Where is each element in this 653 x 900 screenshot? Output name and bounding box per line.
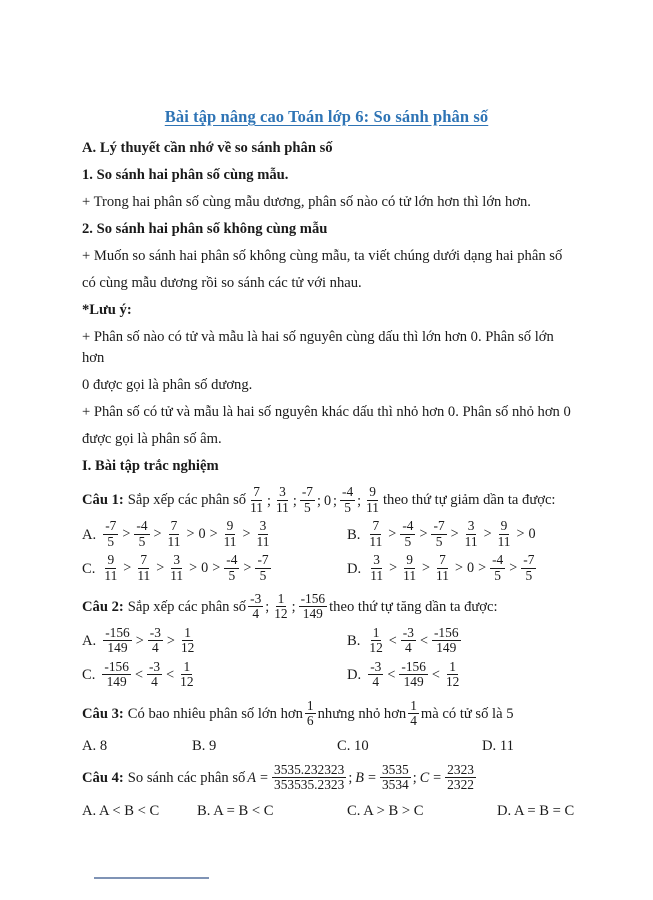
fraction <box>401 553 418 583</box>
question-1-label: Câu 1: <box>82 492 124 509</box>
fraction-numerator: 1 <box>183 658 191 674</box>
fraction-denominator: 11 <box>167 533 181 549</box>
fraction-denominator: 4 <box>405 640 412 656</box>
fraction-denominator: 6 <box>306 713 314 729</box>
fraction-numerator: -156 <box>104 658 129 674</box>
question-2-option-a[interactable] <box>82 624 347 657</box>
theory-line-5: có cùng mẫu dương rồi so sánh các tử với nhau. <box>82 274 362 291</box>
question-2-option-b[interactable] <box>347 624 575 657</box>
fraction <box>255 553 270 583</box>
math-operator: > <box>242 526 251 543</box>
math-operator: > <box>243 560 252 577</box>
fraction-denominator: 4 <box>372 674 380 690</box>
fraction-numerator: 9 <box>226 518 234 534</box>
theory-line-9: được gọi là phân số âm. <box>82 430 222 447</box>
question-3-fraction-2 <box>406 697 421 730</box>
math-separator: ; <box>291 599 296 616</box>
footer-divider <box>94 877 209 879</box>
fraction <box>300 485 315 515</box>
fraction-denominator: 4 <box>151 674 158 690</box>
question-4-prompt-text: So sánh các phân số <box>127 769 246 786</box>
math-operator: > <box>122 526 131 543</box>
question-4-label: Câu 4: <box>82 769 124 786</box>
fraction-denominator: 5 <box>304 499 311 515</box>
question-4 <box>82 761 575 820</box>
document-body <box>0 138 653 820</box>
theory-line-2: + Trong hai phân số cùng mẫu dương, phân số nào có tử lớn hơn thì lớn hơn. <box>82 193 531 210</box>
question-4-expressions <box>245 761 478 794</box>
option-expression <box>366 658 463 691</box>
fraction <box>272 763 346 793</box>
math-operator: > <box>389 560 398 577</box>
fraction <box>364 485 381 515</box>
math-operator: > <box>156 560 165 577</box>
fraction-numerator: -7 <box>433 518 445 534</box>
math-number: 0 <box>323 492 332 509</box>
fraction <box>444 660 461 690</box>
math-operator: > <box>135 633 144 650</box>
math-operator: < <box>388 633 397 650</box>
option-key: A. <box>82 633 97 650</box>
math-operator: > <box>123 560 132 577</box>
fraction-denominator: 5 <box>344 499 351 515</box>
math-separator: ; <box>412 770 417 787</box>
fraction <box>168 553 185 583</box>
question-3-option-a[interactable]: A. 8 <box>82 737 108 754</box>
fraction-denominator: 11 <box>370 567 384 583</box>
fraction-numerator: -4 <box>226 552 238 568</box>
fraction-denominator: 12 <box>274 606 288 622</box>
option-key: C. <box>82 560 96 577</box>
math-operator: = <box>433 770 442 787</box>
fraction-denominator: 149 <box>436 640 457 656</box>
fraction-denominator: 4 <box>252 606 260 622</box>
question-1-option-c[interactable] <box>82 554 347 584</box>
question-2-options-row-1 <box>82 624 575 657</box>
math-operator: = <box>259 770 268 787</box>
option-expression <box>101 624 198 657</box>
question-1-options-row-2 <box>82 554 575 584</box>
fraction-numerator: -7 <box>257 552 269 568</box>
fraction-numerator: 9 <box>500 518 508 534</box>
math-operator: > <box>483 526 492 543</box>
fraction <box>102 553 119 583</box>
fraction-denominator: 4 <box>151 640 159 656</box>
question-2 <box>82 593 575 691</box>
fraction <box>400 519 415 549</box>
question-3 <box>82 697 575 755</box>
fraction <box>305 699 316 729</box>
fraction <box>432 626 461 656</box>
fraction <box>255 519 272 549</box>
theory-line-4: + Muốn so sánh hai phân số không cùng mẫu, ta viết chúng dưới dạng hai phân số <box>82 247 563 264</box>
fraction-denominator: 149 <box>302 606 323 622</box>
fraction-denominator: 5 <box>107 533 115 549</box>
fraction-denominator: 5 <box>494 567 501 583</box>
fraction <box>134 519 149 549</box>
math-variable: C <box>419 770 430 787</box>
fraction-numerator: -4 <box>341 484 354 500</box>
fraction <box>224 553 239 583</box>
question-1-fraction-list <box>246 486 383 516</box>
fraction-denominator: 12 <box>445 674 460 690</box>
fraction-denominator: 5 <box>259 567 267 583</box>
math-operator: > <box>186 526 195 543</box>
fraction <box>178 660 195 690</box>
fraction <box>368 553 385 583</box>
question-2-prompt-after: theo thứ tự tăng dần ta được: <box>329 599 498 616</box>
theory-heading: A. Lý thuyết cần nhớ về so sánh phân số <box>82 140 333 156</box>
math-operator: < <box>431 667 440 684</box>
question-4-options <box>82 803 575 820</box>
fraction-numerator: 7 <box>372 518 380 534</box>
fraction-denominator: 11 <box>223 533 237 549</box>
theory-line-8: + Phân số có tử và mẫu là hai số nguyên khác dấu thì nhỏ hơn 0. Phân số nhỏ hơn 0 <box>82 403 571 420</box>
math-separator: ; <box>292 492 297 509</box>
fraction <box>496 519 513 549</box>
math-operator: = <box>367 770 376 787</box>
question-2-options-row-2 <box>82 658 575 691</box>
math-operator: > <box>419 526 428 543</box>
question-3-options <box>82 738 575 755</box>
question-3-option-d[interactable]: D. 11 <box>482 737 514 754</box>
fraction <box>248 485 265 515</box>
fraction-numerator: -4 <box>492 552 504 568</box>
fraction <box>222 519 239 549</box>
question-1-options-row-1 <box>82 520 575 550</box>
question-4-option-a[interactable]: A. A < B < C <box>82 802 160 819</box>
math-operator: > <box>153 526 162 543</box>
question-3-fraction-1 <box>303 697 318 730</box>
fraction-denominator: 11 <box>137 567 151 583</box>
math-operator: < <box>419 633 428 650</box>
fraction-numerator: -3 <box>149 624 161 640</box>
fraction-numerator: -3 <box>148 658 161 674</box>
fraction <box>367 519 384 549</box>
theory-line-7: 0 được gọi là phân số dương. <box>82 376 253 393</box>
fraction-numerator: 7 <box>253 484 260 500</box>
math-operator: > <box>388 526 397 543</box>
option-expression <box>366 554 538 584</box>
question-2-option-d[interactable] <box>347 658 575 691</box>
fraction <box>166 519 183 549</box>
fraction-denominator: 5 <box>138 533 146 549</box>
math-separator: ; <box>348 770 353 787</box>
fraction <box>431 519 446 549</box>
fraction-denominator: 11 <box>275 499 289 515</box>
fraction <box>521 553 536 583</box>
fraction-numerator: 3 <box>259 518 267 534</box>
math-operator: < <box>166 667 175 684</box>
theory-note-heading: *Lưu ý: <box>82 301 132 318</box>
fraction-numerator: 1 <box>410 697 417 713</box>
question-3-prompt-part2: nhưng nhỏ hơn <box>317 705 407 722</box>
question-1 <box>82 486 575 584</box>
fraction <box>179 626 196 656</box>
math-number: 0 <box>198 526 206 543</box>
math-operator: > <box>166 633 175 650</box>
fraction-denominator: 11 <box>436 567 449 583</box>
math-operator: > <box>450 526 459 543</box>
question-3-option-c[interactable]: C. 10 <box>337 737 369 754</box>
fraction-denominator: 12 <box>180 674 194 690</box>
option-expression <box>365 520 537 550</box>
question-1-prompt-before: Sắp xếp các phân số <box>127 492 247 509</box>
fraction <box>135 553 152 583</box>
math-separator: ; <box>265 599 270 616</box>
math-number: 0 <box>466 560 475 577</box>
question-1-option-a[interactable] <box>82 520 347 550</box>
option-key: D. <box>347 560 362 577</box>
fraction-denominator: 11 <box>366 499 379 515</box>
fraction-numerator: -4 <box>136 518 148 534</box>
fraction-denominator: 4 <box>410 713 417 729</box>
fraction <box>368 660 383 690</box>
question-2-fraction-list <box>246 593 329 623</box>
fraction-denominator: 11 <box>256 533 270 549</box>
question-4-prompt <box>82 761 575 794</box>
fraction-numerator: -156 <box>433 624 459 640</box>
fraction-numerator: 3 <box>279 484 286 500</box>
fraction <box>103 626 132 656</box>
fraction-denominator: 12 <box>369 640 383 656</box>
math-operator: < <box>387 667 396 684</box>
math-variable: A <box>247 770 256 787</box>
fraction <box>380 763 411 793</box>
math-separator: ; <box>333 492 337 509</box>
fraction <box>299 592 328 622</box>
question-1-option-b[interactable] <box>347 520 575 550</box>
math-operator: > <box>189 560 198 577</box>
fraction <box>434 553 451 583</box>
fraction-numerator: 3 <box>173 552 181 568</box>
question-4-option-b[interactable]: B. A = B < C <box>197 802 274 819</box>
fraction-numerator: 1 <box>449 658 456 674</box>
option-expression <box>101 520 273 550</box>
option-expression <box>100 554 272 584</box>
theory-line-6: + Phân số nào có tử và mẫu là hai số nguyên cùng dấu thì lớn hơn 0. Phân số lớn hơn <box>82 328 554 366</box>
fraction <box>463 519 480 549</box>
fraction-numerator: 2323 <box>447 761 474 777</box>
question-1-option-d[interactable] <box>347 554 575 584</box>
fraction-numerator: -7 <box>105 518 117 534</box>
fraction-numerator: -156 <box>401 658 426 674</box>
option-key: B. <box>347 526 361 543</box>
fraction <box>274 485 291 515</box>
question-1-prompt-after: theo thứ tự giảm dần ta được: <box>383 492 556 509</box>
fraction-numerator: 1 <box>184 624 191 640</box>
fraction-numerator: 7 <box>439 552 446 568</box>
math-separator: ; <box>267 492 271 509</box>
option-expression <box>100 658 197 691</box>
fraction <box>103 519 118 549</box>
fraction-numerator: 1 <box>277 591 285 606</box>
theory-line-3: 2. So sánh hai phân số không cùng mẫu <box>82 220 328 237</box>
fraction-numerator: -4 <box>402 518 414 534</box>
fraction-denominator: 5 <box>228 567 236 583</box>
question-1-prompt <box>82 486 575 516</box>
math-number: 0 <box>528 526 536 543</box>
question-4-option-d[interactable]: D. A = B = C <box>497 802 575 819</box>
fraction-denominator: 149 <box>403 674 424 690</box>
fraction-numerator: -7 <box>301 484 313 500</box>
question-2-prompt <box>82 593 575 623</box>
fraction <box>408 699 419 729</box>
fraction-denominator: 11 <box>497 533 511 549</box>
fraction-numerator: -7 <box>523 552 535 568</box>
fraction-denominator: 5 <box>435 533 443 549</box>
question-3-option-b[interactable]: B. 9 <box>192 737 217 754</box>
fraction-numerator: -156 <box>105 624 130 640</box>
math-operator: > <box>516 526 525 543</box>
fraction-numerator: 9 <box>107 552 115 568</box>
math-number: 0 <box>201 560 209 577</box>
fraction-denominator: 11 <box>369 533 383 549</box>
fraction-denominator: 11 <box>403 567 417 583</box>
question-2-prompt-before: Sắp xếp các phân số <box>127 599 247 616</box>
fraction-denominator: 5 <box>404 533 412 549</box>
math-operator: > <box>212 560 221 577</box>
fraction <box>401 626 416 656</box>
math-operator: > <box>454 560 463 577</box>
fraction <box>272 592 289 622</box>
fraction-numerator: -3 <box>370 658 382 674</box>
fraction <box>102 660 131 690</box>
fraction <box>148 626 163 656</box>
option-expression <box>365 624 462 657</box>
math-separator: ; <box>316 492 321 509</box>
question-2-label: Câu 2: <box>82 599 124 616</box>
fraction-denominator: 11 <box>464 533 478 549</box>
fraction <box>445 763 476 793</box>
question-3-label: Câu 3: <box>82 705 124 722</box>
fraction-denominator: 3534 <box>381 777 409 793</box>
fraction-numerator: -3 <box>402 624 414 640</box>
fraction-numerator: 3535.232323 <box>274 761 345 777</box>
math-operator: > <box>209 526 218 543</box>
question-3-prompt <box>82 697 575 730</box>
math-operator: > <box>509 560 518 577</box>
fraction-numerator: 7 <box>140 552 148 568</box>
math-operator: > <box>478 560 487 577</box>
fraction-numerator: -3 <box>250 591 262 606</box>
fraction-numerator: 3 <box>373 552 380 568</box>
question-3-prompt-part3: mà có tử số là 5 <box>420 705 514 722</box>
fraction-numerator: 9 <box>406 552 413 568</box>
section-heading-quiz: I. Bài tập trắc nghiệm <box>82 457 219 474</box>
fraction-numerator: 1 <box>372 624 380 640</box>
question-4-option-c[interactable]: C. A > B > C <box>347 802 424 819</box>
fraction-denominator: 11 <box>250 499 264 515</box>
fraction-denominator: 353535.2323 <box>274 777 345 793</box>
fraction-denominator: 2322 <box>447 777 474 793</box>
option-key: C. <box>82 667 96 684</box>
fraction-numerator: -156 <box>300 591 326 606</box>
fraction-denominator: 149 <box>107 640 128 656</box>
fraction-denominator: 11 <box>170 567 184 583</box>
fraction <box>340 485 355 515</box>
fraction-numerator: 3535 <box>381 761 409 777</box>
fraction-denominator: 149 <box>106 674 127 690</box>
theory-line-1: 1. So sánh hai phân số cùng mẫu. <box>82 166 289 183</box>
math-separator: ; <box>357 492 362 509</box>
fraction <box>367 626 384 656</box>
question-3-prompt-part1: Có bao nhiêu phân số lớn hơn <box>127 705 303 722</box>
fraction <box>399 660 428 690</box>
math-operator: < <box>134 667 143 684</box>
page-title: Bài tập nâng cao Toán lớp 6: So sánh phân số <box>164 107 489 126</box>
question-2-option-c[interactable] <box>82 658 347 691</box>
fraction-numerator: 7 <box>170 518 178 534</box>
fraction <box>248 592 263 622</box>
fraction-numerator: 9 <box>369 484 376 500</box>
fraction-numerator: 1 <box>306 697 314 713</box>
fraction-numerator: 3 <box>467 518 475 534</box>
fraction-denominator: 12 <box>180 640 195 656</box>
fraction <box>490 553 505 583</box>
fraction-denominator: 5 <box>525 567 533 583</box>
option-key: B. <box>347 633 361 650</box>
math-variable: B <box>355 770 364 787</box>
fraction <box>147 660 162 690</box>
math-operator: > <box>422 560 431 577</box>
option-key: D. <box>347 667 362 684</box>
fraction-denominator: 11 <box>104 567 118 583</box>
option-key: A. <box>82 526 97 543</box>
